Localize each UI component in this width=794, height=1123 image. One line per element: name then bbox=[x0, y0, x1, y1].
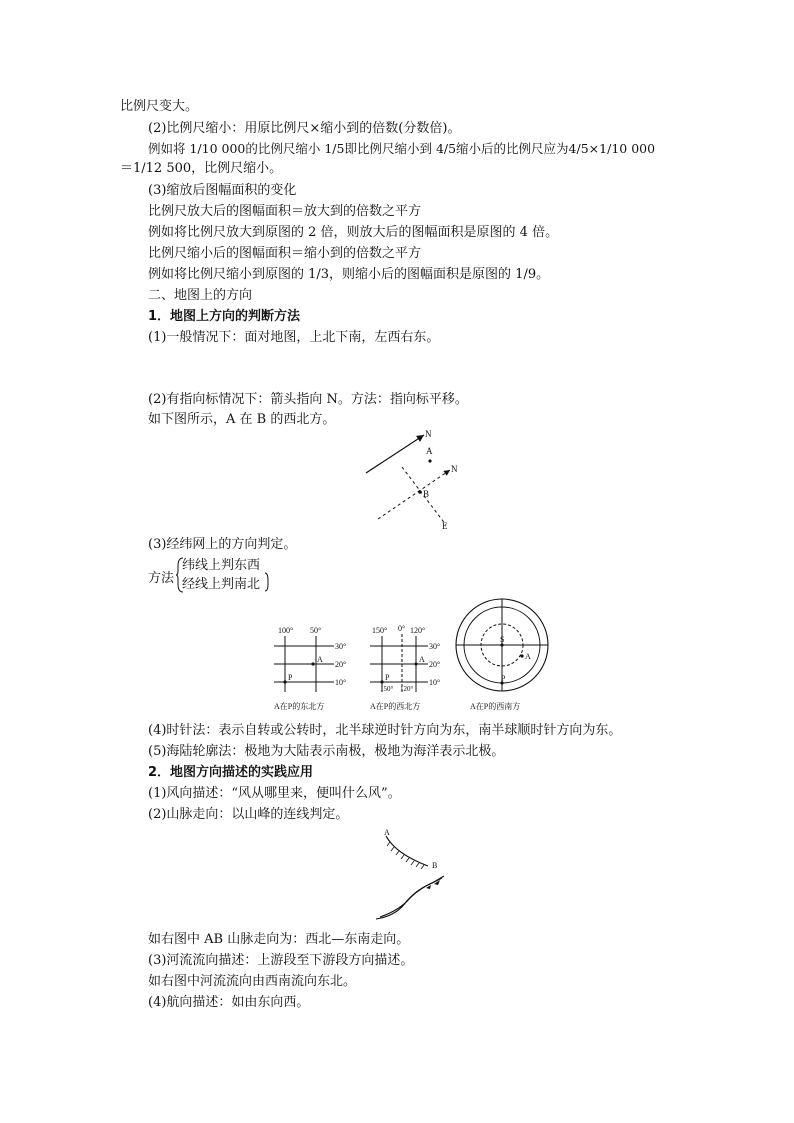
method-label: 方法 bbox=[148, 571, 175, 586]
point-b-label: B bbox=[432, 861, 438, 870]
point-p-label: P bbox=[385, 673, 390, 682]
bottom-longitude-label: 120° bbox=[400, 685, 414, 693]
text-line: (5)海陆轮廓法：极地为大陆表示南极，极地为海洋表示北极。 bbox=[148, 744, 505, 759]
method-item: 经线上判南北 bbox=[182, 577, 261, 592]
text-line: 如右图中河流流向由西南流向东北。 bbox=[148, 974, 357, 989]
latitude-label: 30° bbox=[429, 642, 441, 651]
east-label: E bbox=[442, 521, 448, 530]
text-line: 比例尺缩小后的图幅面积＝缩小到的倍数之平方 bbox=[148, 246, 422, 261]
longitude-label: 50° bbox=[310, 626, 322, 635]
text-line: (3)经纬网上的方向判定。 bbox=[148, 537, 297, 552]
section-heading: 二、地图上的方向 bbox=[148, 288, 253, 303]
grid-caption: A在P的西北方 bbox=[370, 702, 421, 711]
longitude-label: 0° bbox=[398, 624, 406, 633]
latitude-label: 10° bbox=[429, 678, 441, 687]
text-line: (4)航向描述：如由东向西。 bbox=[148, 995, 310, 1010]
point-a-label: A bbox=[525, 652, 531, 661]
text-line: (1)一般情况下：面对地图，上北下南，左西右东。 bbox=[148, 330, 440, 345]
direction-arrow-figure bbox=[360, 425, 470, 530]
south-pole-label: S bbox=[500, 635, 505, 644]
text-line: (2)有指向标情况下：箭头指向 N。方法：指向标平移。 bbox=[148, 392, 468, 407]
point-p-label: P bbox=[501, 674, 506, 683]
point-a-label: A bbox=[426, 446, 433, 456]
point-b bbox=[418, 490, 422, 494]
text-line: 例如将比例尺缩小到原图的 1/3，则缩小后的图幅面积是原图的 1/9。 bbox=[148, 267, 550, 282]
point-b-label: B bbox=[423, 489, 430, 499]
north-arrow-line bbox=[366, 435, 424, 473]
text-line: (1)风向描述：“风从哪里来，便叫什么风”。 bbox=[148, 786, 401, 801]
text-line: (3)河流流向描述：上游段至下游段方向描述。 bbox=[148, 953, 414, 968]
longitude-label: 150° bbox=[372, 626, 388, 635]
point-a-label: A bbox=[419, 655, 425, 664]
text-line: (2)山脉走向：以山峰的连线判定。 bbox=[148, 807, 349, 822]
point-a-label: A bbox=[384, 828, 390, 837]
subsection-heading: 1．地图上方向的判断方法 bbox=[148, 309, 301, 324]
polar-view-figure bbox=[452, 598, 556, 713]
text-line: 比例尺变大。 bbox=[120, 99, 199, 114]
latitude-label: 20° bbox=[429, 660, 441, 669]
text-line: (3)缩放后图幅面积的变化 bbox=[148, 183, 297, 198]
longitude-label: 100° bbox=[278, 626, 294, 635]
text-line: ＝1/12 500，比例尺缩小。 bbox=[120, 161, 283, 176]
text-line: (2)比例尺缩小：用原比例尺×缩小到的倍数(分数倍)。 bbox=[148, 121, 461, 136]
latitude-label: 30° bbox=[335, 642, 347, 651]
text-line: 如下图所示，A 在 B 的西北方。 bbox=[148, 412, 336, 427]
text-line: 例如将比例尺放大到原图的 2 倍，则放大后的图幅面积是原图的 4 倍。 bbox=[148, 225, 559, 240]
mountain-river-figure bbox=[366, 826, 458, 926]
text-line: (4)时针法：表示自转或公转时，北半球逆时针方向为东，南半球顺时针方向为东。 bbox=[148, 723, 622, 738]
latitude-label: 10° bbox=[335, 678, 347, 687]
point-p-label: P bbox=[288, 673, 293, 682]
point-a bbox=[428, 459, 431, 462]
bottom-longitude-label: 150° bbox=[380, 685, 394, 693]
point-a-label: A bbox=[317, 655, 323, 664]
north-label-2: N bbox=[451, 464, 458, 474]
grid-caption: A在P的西南方 bbox=[470, 702, 521, 711]
lat-lon-grid-2 bbox=[366, 622, 456, 712]
text-line: 比例尺放大后的图幅面积＝放大到的倍数之平方 bbox=[148, 204, 422, 219]
longitude-label: 120° bbox=[410, 626, 426, 635]
latitude-label: 20° bbox=[335, 660, 347, 669]
right-brace bbox=[264, 572, 270, 592]
text-line: 例如将 1/10 000的比例尺缩小 1/5即比例尺缩小到 4/5缩小后的比例尺应为4/5×1/10 000 bbox=[148, 141, 656, 156]
dashed-north-line bbox=[378, 470, 450, 519]
lat-lon-grid-1 bbox=[268, 622, 358, 712]
grid-caption: A在P的东北方 bbox=[274, 702, 325, 711]
subsection-heading: 2．地图方向描述的实践应用 bbox=[148, 765, 314, 780]
north-label: N bbox=[425, 429, 432, 439]
text-line: 如右图中 AB 山脉走向为：西北—东南走向。 bbox=[148, 932, 410, 947]
method-item: 纬线上判东西 bbox=[182, 558, 261, 573]
